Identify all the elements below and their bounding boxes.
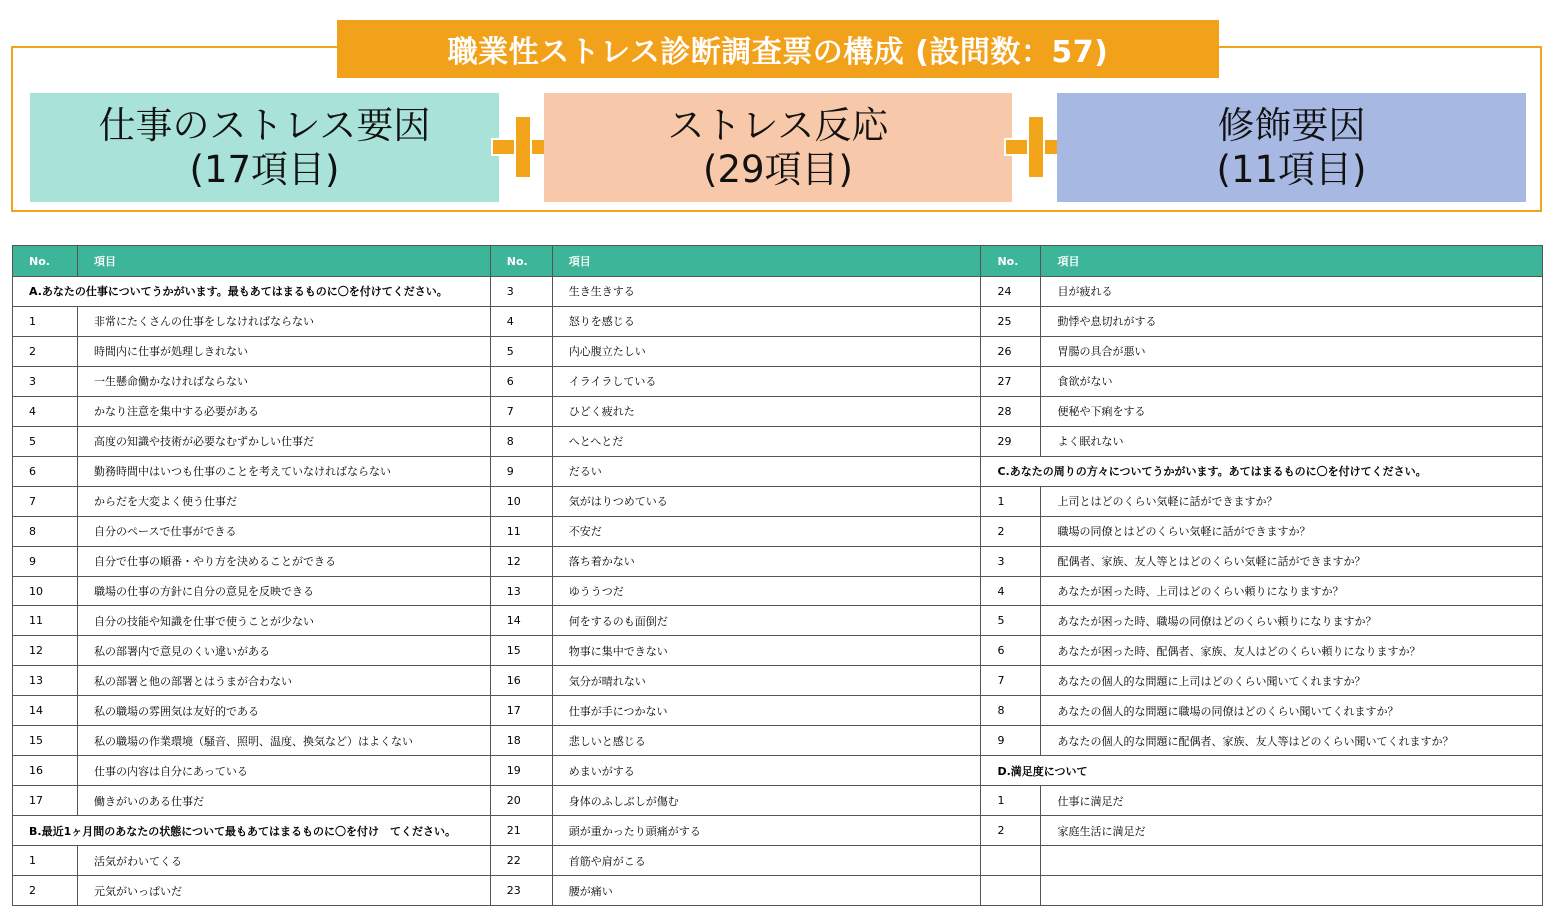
table-row bbox=[491, 396, 981, 426]
item-text: からだを大変よく使う仕事だ bbox=[94, 495, 237, 509]
table-column-1 bbox=[13, 246, 490, 905]
item-number: 18 bbox=[491, 726, 553, 755]
table-row bbox=[981, 785, 1542, 815]
item-text: かなり注意を集中する必要がある bbox=[94, 405, 259, 419]
item-number: 8 bbox=[13, 517, 78, 546]
questionnaire-table bbox=[12, 245, 1543, 906]
section-heading: A.あなたの仕事についてうかがいます。最もあてはまるものに〇を付けてください。 bbox=[29, 285, 448, 299]
section-heading-row bbox=[13, 276, 490, 306]
item-text: 内心腹立たしい bbox=[568, 345, 646, 359]
item-text: 不安だ bbox=[568, 525, 602, 539]
item-number: 3 bbox=[981, 547, 1041, 576]
table-row bbox=[981, 605, 1542, 635]
item-text: 食欲がない bbox=[1057, 375, 1113, 389]
table-row bbox=[491, 665, 981, 695]
item-text: 動悸や息切れがする bbox=[1057, 315, 1157, 329]
item-number: 7 bbox=[13, 487, 78, 516]
item-number: 1 bbox=[981, 487, 1041, 516]
item-number: 21 bbox=[491, 816, 553, 845]
item-text: 職場の同僚とはどのくらい気軽に話ができますか？ bbox=[1057, 525, 1311, 539]
item-text: イライラしている bbox=[568, 375, 657, 389]
table-row bbox=[491, 815, 981, 845]
item-number: 7 bbox=[491, 397, 553, 426]
table-row bbox=[981, 276, 1542, 306]
item-text: 便秘や下痢をする bbox=[1057, 405, 1146, 419]
header-item: 項目 bbox=[1057, 255, 1080, 268]
item-number: 10 bbox=[13, 577, 78, 606]
table-row bbox=[13, 516, 490, 546]
item-text: あなたの個人的な問題に職場の同僚はどのくらい聞いてくれますか？ bbox=[1057, 704, 1399, 718]
table-row bbox=[13, 396, 490, 426]
item-text: 私の職場の作業環境（騒音、照明、温度、換気など）はよくない bbox=[94, 734, 413, 748]
item-text: 職場の仕事の方針に自分の意見を反映できる bbox=[94, 585, 314, 598]
item-number: 14 bbox=[491, 606, 553, 635]
item-number: 9 bbox=[981, 726, 1041, 755]
box-count: (11項目) bbox=[1216, 147, 1367, 191]
item-text: 首筋や肩がこる bbox=[568, 854, 646, 868]
item-text: 目が疲れる bbox=[1057, 285, 1113, 299]
item-text: 時間内に仕事が処理しきれない bbox=[94, 345, 248, 359]
box-name: 仕事のストレス要因 bbox=[98, 103, 431, 147]
box-name: ストレス反応 bbox=[667, 103, 889, 147]
item-text: 私の職場の雰囲気は友好的である bbox=[94, 704, 259, 718]
table-row bbox=[981, 486, 1542, 516]
header-item: 項目 bbox=[94, 255, 116, 268]
table-row bbox=[981, 396, 1542, 426]
table-row bbox=[491, 845, 981, 875]
table-row bbox=[491, 306, 981, 336]
table-row bbox=[491, 516, 981, 546]
item-text: 私の部署と他の部署とはうまが合わない bbox=[94, 674, 292, 688]
table-row bbox=[13, 755, 490, 785]
table-row bbox=[491, 546, 981, 576]
table-row bbox=[13, 336, 490, 366]
table-row bbox=[491, 486, 981, 516]
item-number: 1 bbox=[13, 846, 78, 875]
table-row bbox=[981, 426, 1542, 456]
item-number: 19 bbox=[491, 756, 553, 785]
item-number: 6 bbox=[491, 367, 553, 396]
table-column-2 bbox=[490, 246, 981, 905]
item-text: よく眠れない bbox=[1057, 435, 1124, 449]
item-number: 5 bbox=[13, 427, 78, 456]
item-number: 23 bbox=[491, 876, 553, 905]
table-row bbox=[13, 635, 490, 665]
item-number: 25 bbox=[981, 307, 1041, 336]
item-text: 家庭生活に満足だ bbox=[1057, 824, 1146, 838]
item-number: 29 bbox=[981, 427, 1041, 456]
item-number bbox=[981, 876, 1041, 905]
item-text: あなたの個人的な問題に上司はどのくらい聞いてくれますか？ bbox=[1057, 674, 1366, 688]
item-number: 2 bbox=[981, 517, 1041, 546]
item-text: 仕事の内容は自分にあっている bbox=[94, 764, 248, 778]
item-text: 高度の知識や技術が必要なむずかしい仕事だ bbox=[94, 435, 314, 449]
item-number: 3 bbox=[13, 367, 78, 396]
item-number: 4 bbox=[13, 397, 78, 426]
table-row bbox=[13, 665, 490, 695]
composition-title: 職業性ストレス診断調査票の構成 (設問数：57) bbox=[337, 20, 1219, 78]
item-number: 6 bbox=[13, 457, 78, 486]
item-number: 4 bbox=[981, 577, 1041, 606]
item-number: 24 bbox=[981, 277, 1041, 306]
item-number: 1 bbox=[981, 786, 1041, 815]
item-text: あなたの個人的な問題に配偶者、家族、友人等はどのくらい聞いてくれますか？ bbox=[1057, 734, 1454, 748]
item-text: 自分のペースで仕事ができる bbox=[94, 525, 237, 539]
table-row bbox=[13, 725, 490, 755]
table-row bbox=[491, 426, 981, 456]
item-number: 1 bbox=[13, 307, 78, 336]
item-text: 自分の技能や知識を仕事で使うことが少ない bbox=[94, 614, 314, 628]
item-text: 一生懸命働かなければならない bbox=[94, 375, 248, 389]
table-row bbox=[981, 576, 1542, 606]
table-row bbox=[13, 546, 490, 576]
section-heading-row bbox=[981, 755, 1542, 785]
item-number: 22 bbox=[491, 846, 553, 875]
stress-factors-box bbox=[30, 93, 499, 202]
table-row bbox=[981, 516, 1542, 546]
item-number: 6 bbox=[981, 636, 1041, 665]
table-row bbox=[491, 875, 981, 905]
item-text: 非常にたくさんの仕事をしなければならない bbox=[94, 315, 314, 329]
item-text: あなたが困った時、職場の同僚はどのくらい頼りになりますか？ bbox=[1057, 614, 1377, 628]
item-number: 2 bbox=[13, 337, 78, 366]
item-text: へとへとだ bbox=[568, 435, 624, 449]
item-number bbox=[981, 846, 1041, 875]
item-number: 12 bbox=[491, 547, 553, 576]
header-no: No. bbox=[491, 246, 553, 276]
item-text: 何をするのも面倒だ bbox=[568, 614, 668, 628]
table-row bbox=[13, 605, 490, 635]
item-text: 頭が重かったり頭痛がする bbox=[568, 824, 701, 838]
item-number: 14 bbox=[13, 696, 78, 725]
table-row bbox=[981, 366, 1542, 396]
table-row bbox=[13, 366, 490, 396]
item-number: 27 bbox=[981, 367, 1041, 396]
table-row bbox=[13, 426, 490, 456]
item-text: 自分で仕事の順番・やり方を決めることができる bbox=[94, 555, 336, 569]
item-text: 勤務時間中はいつも仕事のことを考えていなければならない bbox=[94, 465, 391, 479]
item-text: めまいがする bbox=[568, 764, 635, 778]
item-number: 11 bbox=[491, 517, 553, 546]
box-count: (29項目) bbox=[703, 147, 853, 191]
item-number: 28 bbox=[981, 397, 1041, 426]
item-number: 2 bbox=[981, 816, 1041, 845]
table-row bbox=[981, 695, 1542, 725]
table-row bbox=[13, 785, 490, 815]
item-text: だるい bbox=[568, 465, 602, 479]
table-row bbox=[491, 725, 981, 755]
item-text bbox=[1041, 876, 1057, 905]
table-header-row bbox=[491, 246, 981, 276]
item-number: 17 bbox=[13, 786, 78, 815]
item-number: 10 bbox=[491, 487, 553, 516]
item-text: あなたが困った時、配偶者、家族、友人はどのくらい頼りになりますか？ bbox=[1057, 644, 1421, 658]
table-row bbox=[13, 486, 490, 516]
item-number: 20 bbox=[491, 786, 553, 815]
item-number: 3 bbox=[491, 277, 553, 306]
item-text: 配偶者、家族、友人等とはどのくらい気軽に話ができますか？ bbox=[1057, 555, 1366, 569]
item-text: 物事に集中できない bbox=[568, 644, 668, 658]
table-row bbox=[491, 635, 981, 665]
table-row bbox=[13, 306, 490, 336]
item-text: 仕事が手につかない bbox=[568, 704, 668, 718]
item-text: 気分が晴れない bbox=[568, 674, 646, 688]
table-row bbox=[13, 845, 490, 875]
modifying-factors-box bbox=[1057, 93, 1526, 202]
stress-reaction-box bbox=[544, 93, 1012, 202]
item-text: あなたが困った時、上司はどのくらい頼りになりますか？ bbox=[1057, 585, 1344, 598]
item-text: 気がはりつめている bbox=[568, 495, 668, 509]
table-column-3 bbox=[980, 246, 1542, 905]
table-row bbox=[981, 845, 1542, 875]
item-number: 26 bbox=[981, 337, 1041, 366]
section-heading-row bbox=[13, 815, 490, 845]
table-row bbox=[491, 336, 981, 366]
table-row bbox=[491, 276, 981, 306]
item-number: 7 bbox=[981, 666, 1041, 695]
section-heading: D.満足度について bbox=[997, 764, 1088, 778]
table-row bbox=[13, 456, 490, 486]
item-text: 活気がわいてくる bbox=[94, 854, 182, 868]
section-heading-row bbox=[981, 456, 1542, 486]
table-row bbox=[491, 785, 981, 815]
item-text: 私の部署内で意見のくい違いがある bbox=[94, 644, 270, 658]
table-row bbox=[13, 695, 490, 725]
item-number: 9 bbox=[13, 547, 78, 576]
item-number: 15 bbox=[491, 636, 553, 665]
table-header-row bbox=[981, 246, 1542, 276]
item-text: 腰が痛い bbox=[568, 884, 613, 898]
item-number: 12 bbox=[13, 636, 78, 665]
item-number: 16 bbox=[13, 756, 78, 785]
item-text: 仕事に満足だ bbox=[1057, 794, 1124, 808]
item-number: 13 bbox=[491, 577, 553, 606]
item-number: 8 bbox=[981, 696, 1041, 725]
item-number: 9 bbox=[491, 457, 553, 486]
item-text: ひどく疲れた bbox=[568, 405, 635, 419]
table-row bbox=[491, 456, 981, 486]
table-header-row bbox=[13, 246, 490, 276]
table-row bbox=[491, 605, 981, 635]
item-number: 8 bbox=[491, 427, 553, 456]
item-number: 16 bbox=[491, 666, 553, 695]
header-no: No. bbox=[13, 246, 78, 276]
item-text: 上司とはどのくらい気軽に話ができますか？ bbox=[1057, 495, 1278, 509]
table-row bbox=[981, 546, 1542, 576]
table-row bbox=[491, 695, 981, 725]
table-row bbox=[13, 576, 490, 606]
item-number: 17 bbox=[491, 696, 553, 725]
table-row bbox=[491, 366, 981, 396]
table-row bbox=[981, 725, 1542, 755]
table-row bbox=[491, 576, 981, 606]
item-number: 13 bbox=[13, 666, 78, 695]
header-item: 項目 bbox=[568, 255, 591, 268]
table-row bbox=[981, 665, 1542, 695]
table-row bbox=[981, 336, 1542, 366]
item-number: 11 bbox=[13, 606, 78, 635]
box-name: 修飾要因 bbox=[1217, 103, 1366, 147]
item-text: 胃腸の具合が悪い bbox=[1057, 345, 1146, 359]
table-row bbox=[981, 875, 1542, 905]
item-text: 身体のふしぶしが傷む bbox=[568, 794, 679, 808]
table-row bbox=[981, 306, 1542, 336]
item-text: 生き生きする bbox=[568, 285, 635, 299]
item-text: 落ち着かない bbox=[568, 555, 635, 569]
box-count: (17項目) bbox=[189, 147, 340, 191]
item-text: ゆううつだ bbox=[568, 585, 624, 598]
table-row bbox=[13, 875, 490, 905]
item-text: 怒りを感じる bbox=[568, 315, 635, 329]
table-row bbox=[981, 635, 1542, 665]
item-text: 悲しいと感じる bbox=[568, 734, 646, 748]
item-number: 5 bbox=[981, 606, 1041, 635]
table-row bbox=[491, 755, 981, 785]
table-row bbox=[981, 815, 1542, 845]
header-no: No. bbox=[981, 246, 1041, 276]
item-number: 4 bbox=[491, 307, 553, 336]
item-text: 働きがいのある仕事だ bbox=[94, 794, 204, 808]
item-text: 元気がいっぱいだ bbox=[94, 884, 182, 898]
item-text bbox=[1041, 846, 1057, 875]
item-number: 15 bbox=[13, 726, 78, 755]
section-heading: B.最近1ヶ月間のあなたの状態について最もあてはまるものに〇を付け てください。 bbox=[29, 824, 456, 838]
section-heading: C.あなたの周りの方々についてうかがいます。あてはまるものに〇を付けてください。 bbox=[997, 465, 1427, 479]
item-number: 5 bbox=[491, 337, 553, 366]
item-number: 2 bbox=[13, 876, 78, 905]
